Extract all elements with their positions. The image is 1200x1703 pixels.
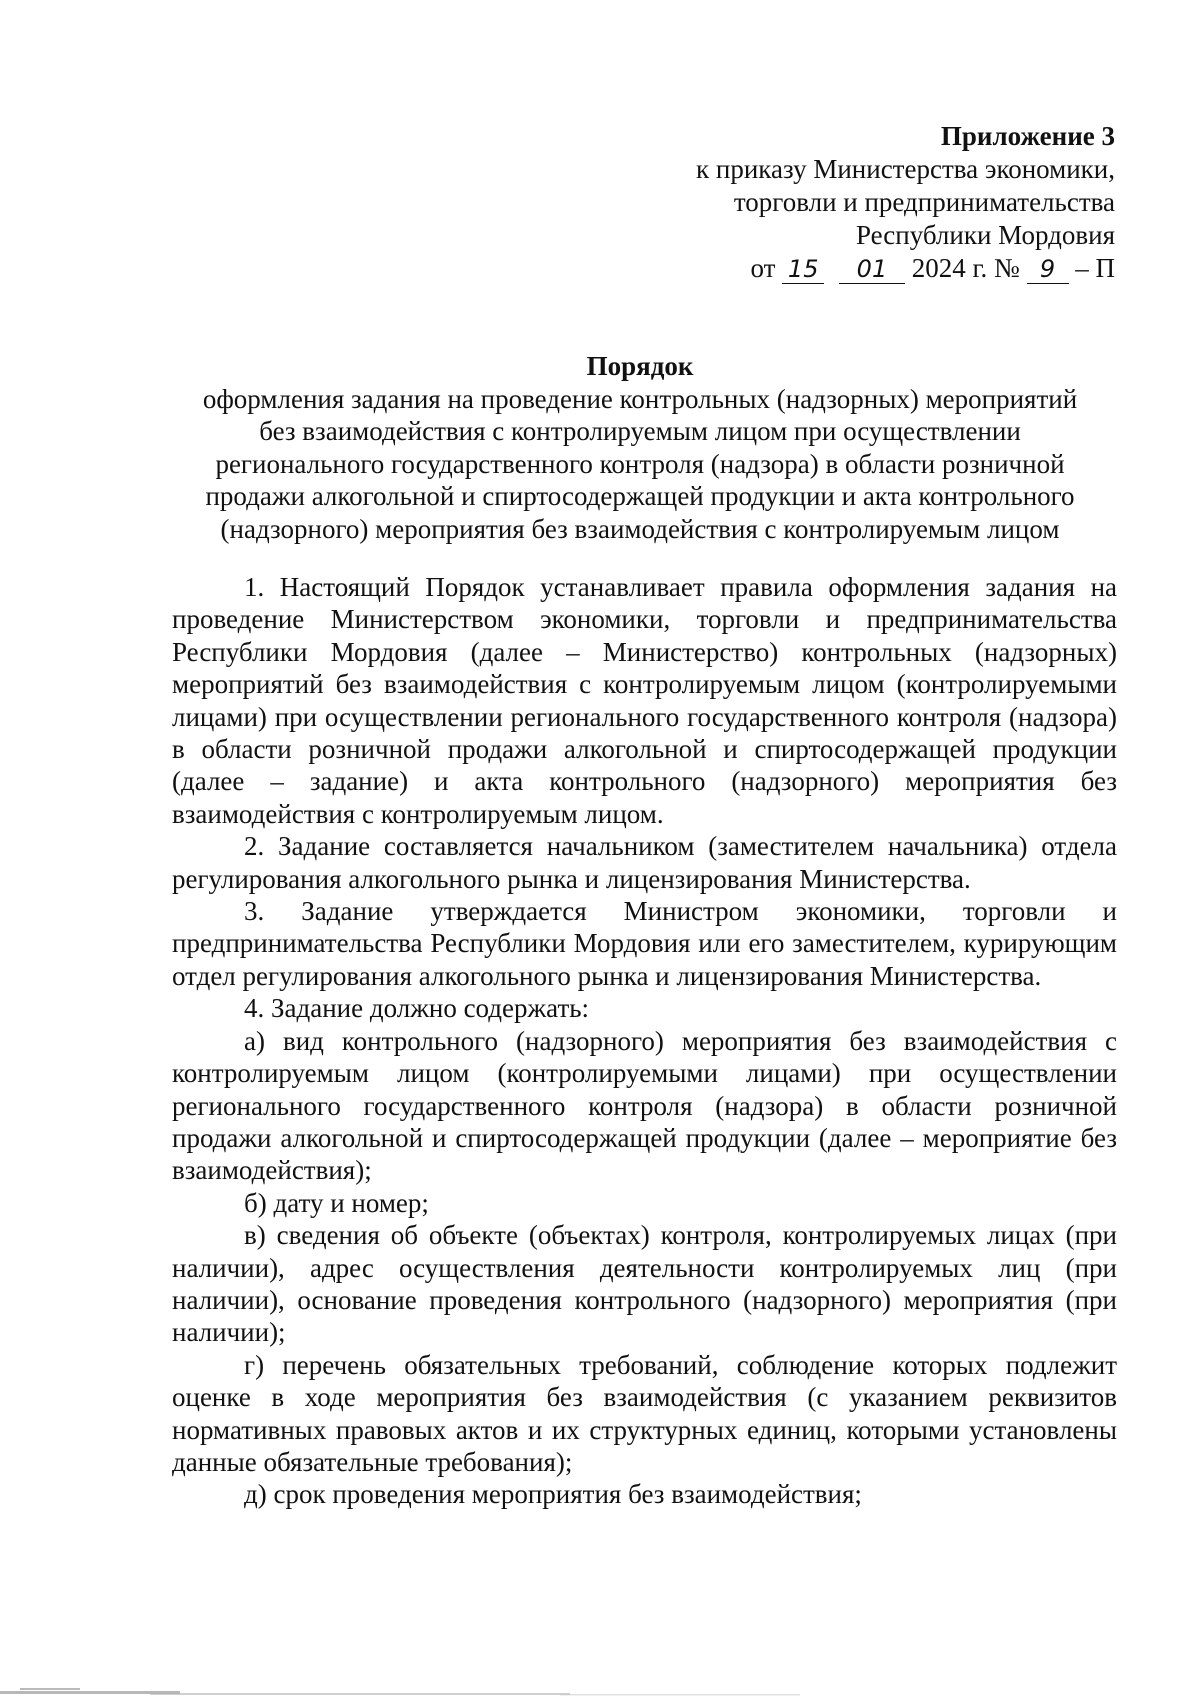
date-prefix: от [750, 253, 776, 283]
list-item-d: д) срок проведения мероприятия без взаимодействия; [244, 1479, 862, 1510]
title-heading: Порядок [586, 351, 694, 381]
appendix-line-3: Республики Мордовия [855, 220, 1115, 250]
paragraph-1: 1. Настоящий Порядок устанавливает правила оформления задания на проведение Министерством экономики, торговли и предпринимательства Республики Мордовия (далее – Министерство) контрольных (надзорных) мероприятий без взаимодействия с контролируемым лицом (контролируемыми лицами) при осуществлении регионального государственного контроля (надзора) в области розничной продажи алкогольной и спиртосодержащей продукции (далее – задание) и акта контрольного (надзорного) мероприятия без взаимодействия с контролируемым лицом. [172, 572, 1117, 829]
paragraph-4: 4. Задание должно содержать: [244, 993, 590, 1024]
scan-edge-noise [0, 1682, 1200, 1698]
list-item-a: а) вид контрольного (надзорного) мероприятия без взаимодействия с контролируемым лицом (контролируемыми лицами) при осуществлении регионального государственного контроля (надзора) в области розничной продажи алкогольной и спиртосодержащей продукции (далее – мероприятие без взаимодействия); [172, 1025, 1117, 1186]
list-item-g: г) перечень обязательных требований, соблюдение которых подлежит оценке в ходе мероприятия без взаимодействия (с указанием реквизитов нормативных правовых актов и их структурных единиц, которыми установлены данные обязательные требования); [172, 1349, 1117, 1477]
title-subtitle-line: без взаимодействия с контролируемым лицом при осуществлении [259, 416, 1021, 446]
appendix-line-1: к приказу Министерства экономики, [696, 154, 1115, 184]
handwritten-day: 15 [782, 255, 824, 284]
scan-noise-graphic [0, 1682, 1200, 1698]
handwritten-month: 01 [839, 255, 905, 284]
date-year: 2024 г. № [911, 253, 1020, 283]
paragraph-2: 2. Задание составляется начальником (заместителем начальника) отдела регулирования алкогольного рынка и лицензирования Министерства. [172, 831, 1117, 894]
title-subtitle-line: (надзорного) мероприятия без взаимодействия с контролируемым лицом [220, 513, 1060, 544]
document-body [172, 571, 1117, 1511]
title-subtitle-line: оформления задания на проведение контрольных (надзорных) мероприятий [202, 383, 1078, 414]
list-item-v: в) сведения об объекте (объектах) контроля, контролируемых лицах (при наличии), адрес осуществления деятельности контролируемых лиц (при наличии), основание проведения контрольного (надзорного) мероприятия (при наличии); [172, 1220, 1117, 1348]
appendix-line-2: торговли и предпринимательства [733, 187, 1115, 217]
order-date-line [696, 252, 1115, 285]
title-subtitle-line: продажи алкогольной и спиртосодержащей продукции и акта контрольного [205, 481, 1075, 511]
handwritten-order-number: 9 [1027, 255, 1069, 284]
list-item-b: б) дату и номер; [244, 1187, 429, 1218]
paragraph-3: 3. Задание утверждается Министром экономики, торговли и предпринимательства Республики Мордовия или его заместителем, курирующим отдел регулирования алкогольного рынка и лицензирования Министерства. [172, 896, 1117, 991]
appendix-label: Приложение 3 [940, 121, 1115, 151]
appendix-header [696, 120, 1115, 285]
title-subtitle-line: регионального государственного контроля (надзора) в области розничной [215, 448, 1065, 479]
document-title [160, 350, 1120, 545]
order-suffix: – П [1075, 253, 1115, 283]
